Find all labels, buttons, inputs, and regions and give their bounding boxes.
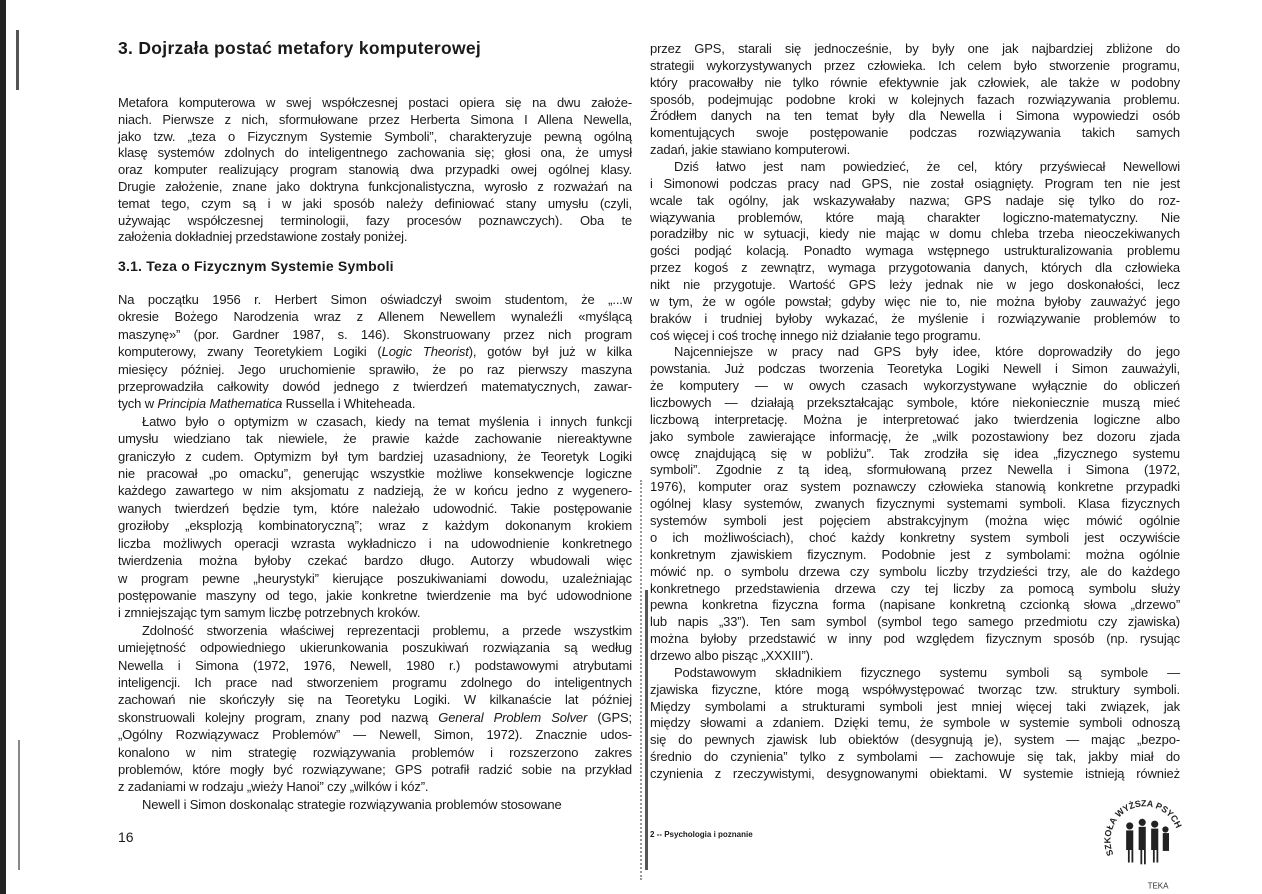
text-line: oraz komputer realizujący program stanowią dwa przypadki owej ogólnej klasy. xyxy=(118,162,632,178)
text-line: który pracowałby nie tylko równie efektywnie jak człowiek, ale także w podobny xyxy=(650,74,1180,90)
text-line: Metafora komputerowa w swej współczesnej postaci opiera się na dwu założe- xyxy=(118,95,632,110)
text-line: powstania. Już podczas tworzenia Teoretyka Logiki Newell i Simon zauważyli, xyxy=(650,361,1180,377)
text-segment: Russella i Whiteheada. xyxy=(282,396,416,412)
text-line: Między symbolami a strukturami symboli jest mniej więcej taki związek, jak xyxy=(650,698,1180,714)
text-line xyxy=(118,343,632,360)
text-line: klasę systemów zdolnych do inteligentnego zachowania się; głosi ona, że umysł xyxy=(118,145,632,161)
text-line: Newell i Simon doskonaląc strategie rozwiązywania problemów stosowane xyxy=(142,796,562,812)
text-line: maszynę»” (por. Gardner 1987, s. 146). Skonstruowany przez nich program xyxy=(118,326,632,342)
text-line: czynienia z rzeczywistymi, desygnowanymi obiektami. W systemie istnieją również xyxy=(650,765,1180,781)
text-line: mówić np. o symbolu drzewa czy symbolu liczby trzydzieści trzy, ale do każdego xyxy=(650,563,1180,579)
paragraph xyxy=(118,291,632,413)
text-line: jako symbole zawierające informację, że „wilk pozostawiony bez dozoru zjada xyxy=(650,428,1180,444)
text-line: jako tzw. „teza o Fizycznym Systemie Symboli”, charakteryzuje pewną ogólną xyxy=(118,128,632,144)
text-line: wiązywania problemów, które mają charakter logiczno-matematyczny. Nie xyxy=(650,209,1180,225)
intro-paragraph xyxy=(118,95,632,246)
text-line: niach. Pierwsze z nich, sformułowane przez Herberta Simona I Allena Newella, xyxy=(118,111,632,127)
page-number: 16 xyxy=(118,829,134,845)
text-line: z zadaniami w rodzaju „wieży Hanoi” czy „wilków i kóz”. xyxy=(118,779,429,795)
paragraph xyxy=(650,665,1180,783)
text-line: owcę znajdującą się w pobliżu”. Tak zrodziła się idea „fizycznego systemu xyxy=(650,445,1180,461)
text-line: zjawiska fizyczne, które mogą współwystępować tworząc tzw. struktury symboli. xyxy=(650,681,1180,697)
text-line: systemów symboli jest pojęciem abstrakcyjnym (można więc mówić ogólnie xyxy=(650,513,1180,529)
text-segment: skonstruowali kolejny program, znany pod nazwą xyxy=(118,709,439,725)
text-line xyxy=(118,395,632,412)
text-line: graniczyło z cudem. Optymizm był tym bardziej uzasadniony, że Teoretyk Logiki xyxy=(118,448,632,464)
text-line: twierdzenia można byłoby czekać bardzo długo. Autorzy wbudowali więc xyxy=(118,553,632,569)
text-line: przez GPS, starali się jednocześnie, by były one jak najbardziej zbliżone do xyxy=(650,41,1180,56)
text-line: ogólnej klasy systemów, zwanych fizycznymi systemami symboli. Klasa fizycznych xyxy=(650,496,1180,512)
text-segment: ), gotów był już w kilka xyxy=(468,344,632,360)
text-line: każdego zawartego w nim aksjomatu z nadzieją, że w końcu jedno z wygenero- xyxy=(118,483,632,499)
page-footer: 2 -- Psychologia i poznanie xyxy=(650,830,753,839)
italic-title: Logic Theorist xyxy=(381,344,469,360)
text-line: gości podjąć kolacją. Ponadto wymaga wstępnego ustrukturalizowania problemu xyxy=(650,243,1180,259)
text-segment: komputerowy, zwany Teoretykiem Logiki ( xyxy=(118,344,382,360)
text-line: miesięcy później. Jego uruchomienie sprawiło, że po raz pierwszy maszyna xyxy=(118,361,632,377)
text-line: Drugie założenie, znane jako doktryna funkcjonalistyczna, wyrosło z rozważań na xyxy=(118,178,632,194)
text-line: używając współczesnej terminologii, fazy procesów poznawczych). Oba te xyxy=(118,212,632,228)
text-line: 1976), komputer oraz system poznawczy człowieka stanowią konkretne przypadki xyxy=(650,479,1180,495)
page-gutter xyxy=(640,480,644,880)
text-line: sposób, podejmując podobne kroki w kolejnych fazach rozwiązywania problemu. xyxy=(650,91,1180,107)
italic-title: Principia Mathematica xyxy=(157,396,283,412)
paragraph xyxy=(118,413,632,622)
library-stamp xyxy=(1098,792,1190,892)
text-line: i Simonowi podczas pracy nad GPS, nie został osiągnięty. Program ten nie jest xyxy=(650,175,1180,191)
text-line: liczba możliwych operacji wzrasta wykładniczo i na udowodnienie konkretnego xyxy=(118,535,632,551)
text-line: konkretnego przedstawienia drzewa czy tej liczby za pomocą symbolu służy xyxy=(650,580,1180,596)
text-line: umysłu wiedziano tak niewiele, że prawie każde zachowanie niereaktywne xyxy=(118,431,632,447)
text-line: komentujących swoje postępowanie podczas rozwiązywania takich samych xyxy=(650,125,1180,141)
text-line: liczbową interpretację. Można je interpretować jako twierdzenia logiczne albo xyxy=(650,411,1180,427)
stamp-people-figures xyxy=(1126,819,1169,865)
text-line: Newella i Simona (1972, 1976, Newell, 1980 r.) podstawowymi atrybutami xyxy=(118,657,632,673)
text-line: braków i trudniej byłoby wykazać, że myślenie i rozwiązywanie problemów to xyxy=(650,310,1180,326)
text-line: zachowań nie skończyły się na Teoretyku Logiki. W kilkanaście lat później xyxy=(118,692,632,708)
paragraph xyxy=(118,796,632,813)
svg-text:SZKOŁA WYŻSZA PSYCH: SZKOŁA WYŻSZA PSYCH xyxy=(1102,798,1184,858)
text-line: wcale tak ogólny, jak wskazywałaby nazwa; GPS nadaje się tylko do roz- xyxy=(650,192,1180,208)
text-line: przez kogoś z zewnątrz, wymaga przygotowania danych, których dla człowieka xyxy=(650,260,1180,276)
paragraph xyxy=(650,41,1180,159)
text-line: Źródłem danych na ten temat były dla Newella i Simona wypowiedzi osób xyxy=(650,108,1180,124)
text-line: nikt nie przygotuje. Wartość GPS leży jednak nie w jego doskonałości, lecz xyxy=(650,277,1180,293)
text-line: umiejętność odpowiedniego ukierunkowania poszukiwań rozwiązania są według xyxy=(118,640,632,656)
text-line: w tym, że w ogóle powstał; gdyby więc nie to, nie można byłoby zauważyć jego xyxy=(650,293,1180,309)
italic-title: General Problem Solver xyxy=(438,709,588,725)
text-line: że komputery — w owych czasach wykorzystywane wyłącznie do obliczeń xyxy=(650,378,1180,394)
paragraph xyxy=(118,622,632,796)
right-page-body xyxy=(650,41,1180,783)
text-line: inteligencji. Ich prace nad stworzeniem programu zdolnego do inteligentnych xyxy=(118,674,632,690)
text-line: postępowanie maszyny od tego, jakie konkretne twierdzenie ma być udowodnione xyxy=(118,587,632,603)
text-line: lub napis „33”). Ten sam symbol (symbol tego samego przedmiotu czy zjawiska) xyxy=(650,614,1180,630)
text-line: groziłoby „eksplozją kombinatoryczną”; wraz z każdym dokonanym krokiem xyxy=(118,518,632,534)
text-line: temat tego, czym są i w jaki sposób należy definiować stany umysłu (czyli, xyxy=(118,195,632,211)
text-line: między słowami a zdaniem. Dzięki temu, że symbole w systemie symboli odnoszą xyxy=(650,715,1180,731)
text-line: i zmniejszając tym samym liczbę potrzebnych kroków. xyxy=(118,605,421,621)
text-line: Podstawowym składnikiem fizycznego systemu symboli są symbole — xyxy=(674,664,1180,680)
text-line: okresie Bożego Narodzenia wraz z Allenem Newellem wynaleźli «myślącą xyxy=(118,309,632,325)
scan-binding-edge xyxy=(0,0,6,894)
text-segment: (GPS; xyxy=(587,709,632,725)
text-line: strategii wykorzystywanych przez człowieka. Ich celem było stworzenie programu, xyxy=(650,57,1180,73)
text-line: problemów, które mogły być rozwiązywane; GPS potrafił radzić sobie na przykład xyxy=(118,761,632,777)
text-line: „Ogólny Rozwiązywacz Problemów” — Newell, Simon, 1972). Znacznie udos- xyxy=(118,727,632,743)
text-line xyxy=(118,709,632,726)
text-line: konkretnym zjawiskiem fizycznym. Podobnie jest z symbolami: można ogólnie xyxy=(650,546,1180,562)
text-line: założenia dokładniej przedstawione zostały poniżej. xyxy=(118,229,408,245)
text-line: nie pracował „po omacku”, generując wszystkie możliwe konsekwencje logiczne xyxy=(118,466,632,482)
text-line: drzewo albo pisząc „XXXIII”). xyxy=(650,647,814,663)
text-line: liczbowych — działają przekształcając symbole, które niekoniecznie muszą mieć xyxy=(650,395,1180,411)
svg-text:TEKA: TEKA xyxy=(1147,881,1169,891)
text-line: Łatwo było o optymizm w czasach, kiedy na temat myślenia i innych funkcji xyxy=(142,413,632,429)
scan-mark xyxy=(16,30,19,90)
text-segment: tych w xyxy=(118,396,158,412)
text-line: coś więcej i coś trochę innego niż działanie tego programu. xyxy=(650,327,981,343)
text-line: poradziłby nic w sytuacji, kiedy nie mając w domu chleba trzeba nieoczekiwanych xyxy=(650,226,1180,242)
text-line: zadań, jakie stawiano komputerowi. xyxy=(650,142,851,158)
text-line: można byłoby przedstawić w inny pod względem fizycznym sposób (np. rysując xyxy=(650,631,1180,647)
paragraph xyxy=(650,344,1180,664)
chapter-title: 3. Dojrzała postać metafory komputerowej xyxy=(118,38,482,58)
text-line: przeprowadziła całkowity dowód jednego z twierdzeń matematycznych, zawar- xyxy=(118,379,632,395)
text-line: Na początku 1956 r. Herbert Simon oświadczył swoim studentom, że „...w xyxy=(118,292,632,307)
paragraph xyxy=(650,159,1180,344)
page-gutter-shadow xyxy=(645,590,648,870)
text-line: w program pewne „heurystyki” kierujące poszukiwaniami dowodu, uzależniając xyxy=(118,570,632,586)
text-line: Najcenniejsze w pracy nad GPS były idee, które doprowadziły do jego xyxy=(674,344,1180,360)
text-line: o ich możliwościach), choć każdy konkretny system symboli jest oczywiście xyxy=(650,529,1180,545)
text-line: wanych twierdzeń będzie tym, które należało udowodnić. Takie postępowanie xyxy=(118,500,632,516)
text-line: konalono w nim strategię rozwiązywania problemów i rozszerzono zakres xyxy=(118,744,632,760)
text-line: pewna konkretna fizyczna forma (napisane konkretną czcionką słowa „drzewo” xyxy=(650,597,1180,613)
left-page-body xyxy=(118,291,632,813)
text-line: symboli”. Zgodnie z tą ideą, sformułowaną przez Newella i Simona (1972, xyxy=(650,462,1180,478)
text-line: się do pewnych zjawisk lub obiektów (desygnują je), system — mając „bezpo- xyxy=(650,732,1180,748)
text-line: średnio do czynienia” tylko z symbolami — zachowuje się tak, jakby miał do xyxy=(650,749,1180,765)
text-line: Zdolność stworzenia właściwej reprezentacji problemu, a przede wszystkim xyxy=(142,622,632,638)
text-line: Dziś łatwo jest nam powiedzieć, że cel, który przyświecał Newellowi xyxy=(674,159,1180,175)
section-title: 3.1. Teza o Fizycznym Systemie Symboli xyxy=(118,258,394,274)
scan-mark xyxy=(18,740,20,870)
